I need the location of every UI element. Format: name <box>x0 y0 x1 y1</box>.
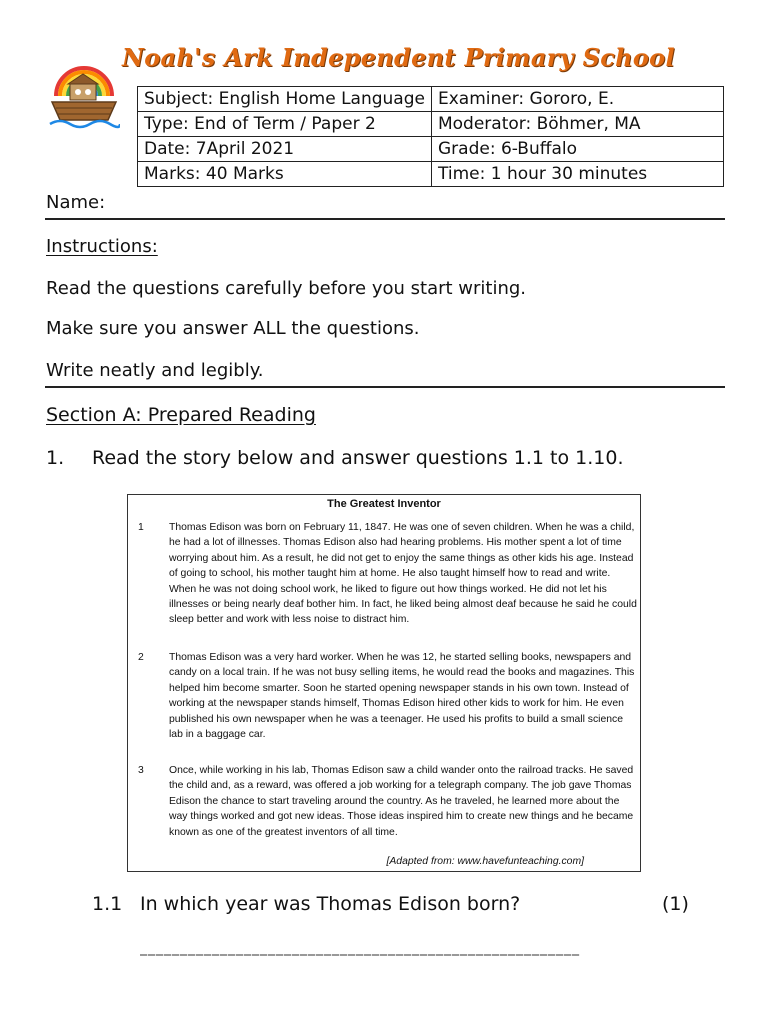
section-heading: Section A: Prepared Reading <box>46 404 316 426</box>
instruction-item: Read the questions carefully before you start writing. <box>46 278 527 299</box>
info-time: Time: 1 hour 30 minutes <box>431 162 723 187</box>
info-grade: Grade: 6-Buffalo <box>431 137 723 162</box>
info-type: Type: End of Term / Paper 2 <box>138 112 432 137</box>
instructions-divider <box>45 386 725 388</box>
question-marks: (1) <box>662 893 689 915</box>
paragraph-number: 1 <box>138 522 144 533</box>
name-line <box>45 218 725 220</box>
instruction-item: Write neatly and legibly. <box>46 360 264 381</box>
paragraph-text: Thomas Edison was a very hard worker. When he was 12, he started selling books, newspapers and candy on a local train. If he was not busy selling items, he would read the books and magazines. This helped him become smarter. Soon he started opening newspaper stands in his own town. Instead of working at the newspaper stands himself, Thomas Edison hired other kids to work for him. He even published his own newspaper when he was a teenager. He used his profits to build a small science lab in a baggage car. <box>169 652 635 741</box>
story-box <box>127 494 641 872</box>
name-label: Name: <box>46 192 106 213</box>
paragraph-text: Once, while working in his lab, Thomas Edison saw a child wander onto the railroad tracks. He saved the child and, as a reward, was offered a job working for a telegraph company. The job gave Thomas Edison the chance to start traveling around the country. As he traveled, he learned more about the way things worked and got new ideas. Those ideas inspired him to create new things and he became known as one of the greatest inventors of all time. <box>169 765 634 838</box>
noahs-ark-logo-icon <box>48 62 120 132</box>
story-title: The Greatest Inventor <box>327 498 441 510</box>
table-row <box>138 137 724 162</box>
table-row <box>138 112 724 137</box>
info-moderator: Moderator: Böhmer, MA <box>431 112 723 137</box>
question-text: Read the story below and answer questions 1.1 to 1.10. <box>92 447 624 469</box>
table-row <box>138 162 724 187</box>
info-marks: Marks: 40 Marks <box>138 162 432 187</box>
school-name: Noah's Ark Independent Primary School <box>122 43 675 72</box>
instructions-heading: Instructions: <box>46 236 158 257</box>
question-number: 1.1 <box>92 893 123 915</box>
info-examiner: Examiner: Gororo, E. <box>431 87 723 112</box>
answer-line[interactable]: _______________________________________________________ <box>140 940 580 956</box>
story-credit: [Adapted from: www.havefunteaching.com] <box>386 855 584 867</box>
info-subject: Subject: English Home Language <box>138 87 432 112</box>
paragraph-text: Thomas Edison was born on February 11, 1847. He was one of seven children. When he was a child, he had a lot of illnesses. Thomas Edison also had hearing problems. His mother spent a lot of time worrying about him. As a result, he did not get to enjoy the same things as other kids his age. Instead of going to school, his mother taught him at home. He also taught himself how to read and write. When he was not doing school work, he liked to figure out how things worked. He did not let his illnesses or being nearly deaf bother him. In fact, he liked being almost deaf because he said he could sleep better and work with less noise to distract him. <box>169 522 637 626</box>
table-row <box>138 87 724 112</box>
paragraph-number: 2 <box>138 652 144 663</box>
paragraph-number: 3 <box>138 765 144 776</box>
info-date: Date: 7April 2021 <box>138 137 432 162</box>
question-text: In which year was Thomas Edison born? <box>140 893 521 915</box>
question-number: 1. <box>46 447 65 469</box>
exam-info-table <box>137 86 724 187</box>
instruction-item: Make sure you answer ALL the questions. <box>46 318 420 339</box>
